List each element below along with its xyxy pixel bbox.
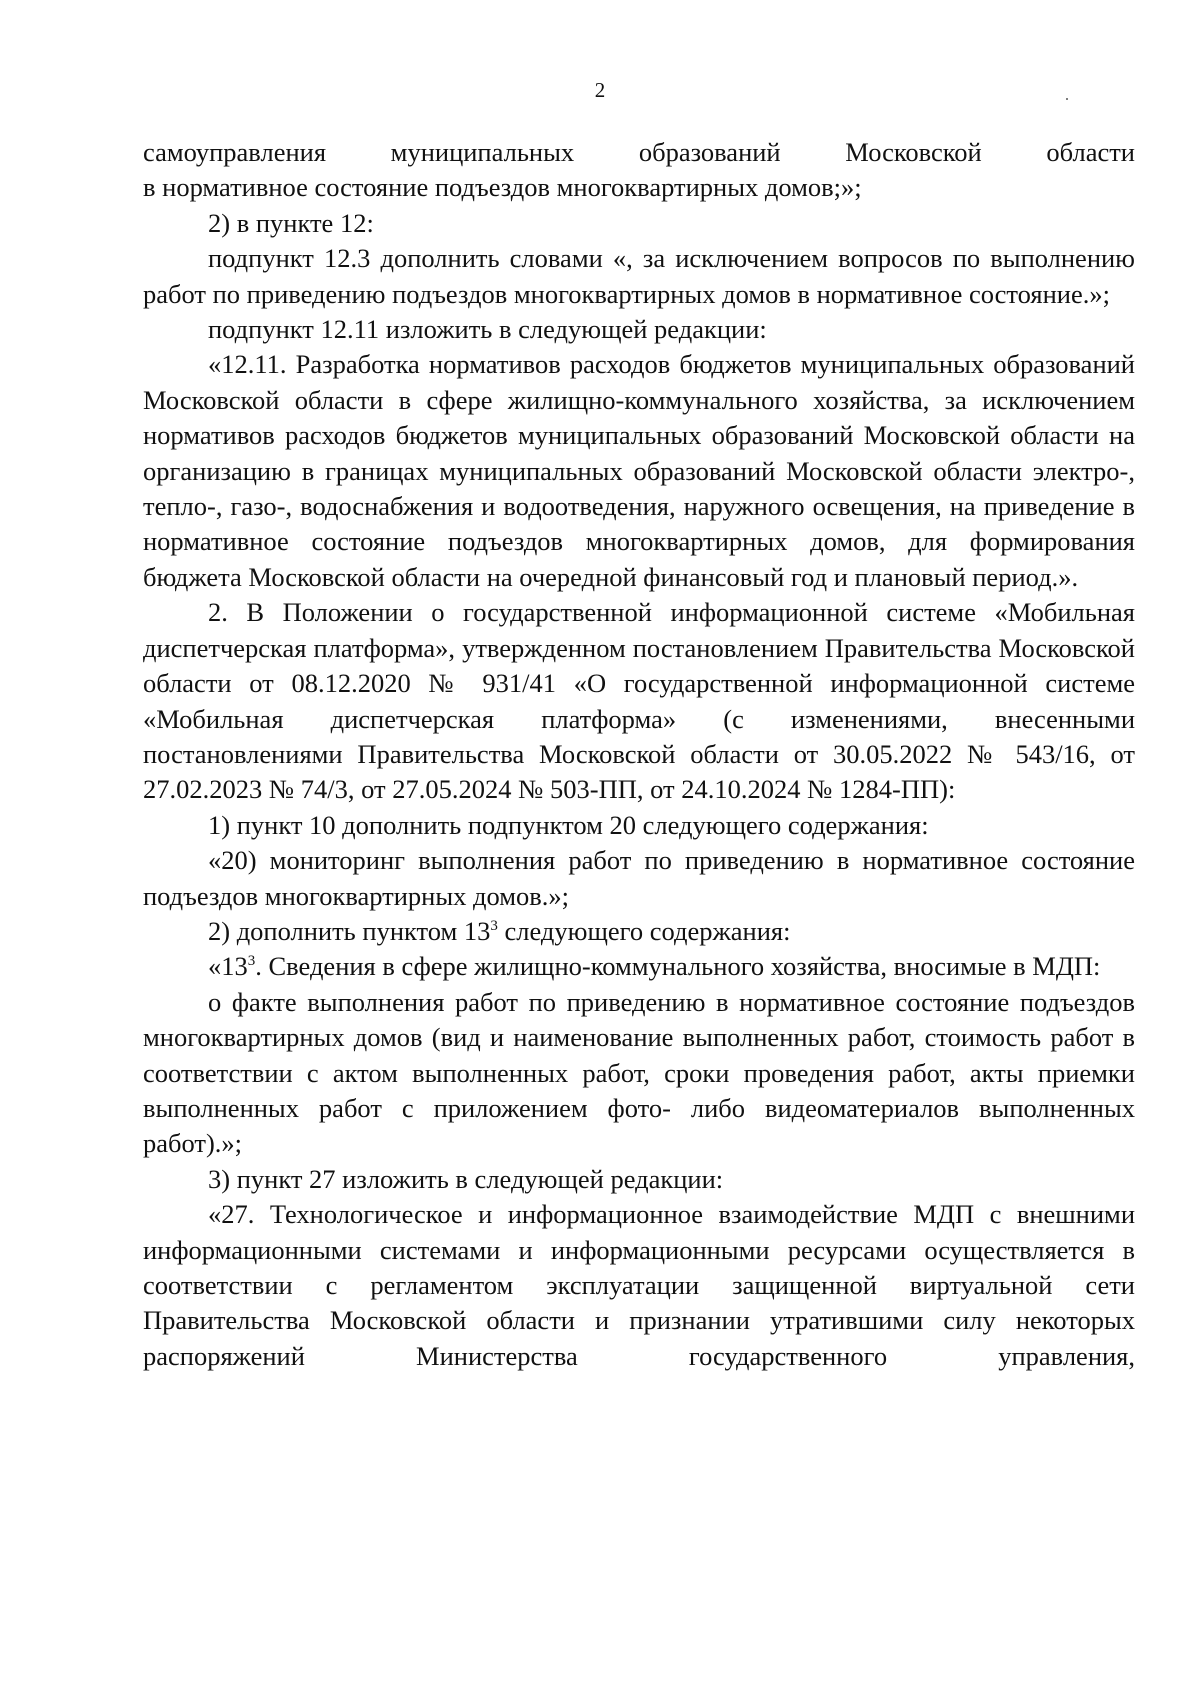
paragraph-12-11-text: «12.11. Разработка нормативов расходов бюджетов муниципальных образований Московской области в сфере жилищно-коммунального хозяйства, за исключением нормативов расходов бюджетов муниципальных образований Московской области на организацию в границах муниципальных образований Московской области электро-, тепло-, газо-, водоснабжения и водоотведения, наружного освещения, на приведение в нормативное состояние подъездов многоквартирных домов, для формирования бюджета Московской области на очередной финансовый год и плановый период.». (143, 349, 1135, 592)
paragraph-fact: о факте выполнения работ по приведению в нормативное состояние подъездов многоквартирных домов (вид и наименование выполненных работ, стоимость работ в соответствии с актом выполненных работ, сроки проведения работ, акты приемки выполненных работ с приложением фото- либо видеоматериалов выполненных работ).»; (143, 986, 1135, 1159)
paragraph-item-20: «20) мониторинг выполнения работ по приведению в нормативное состояние подъездов многоквартирных домов.»; (143, 845, 1135, 911)
text-line: самоуправления муниципальных образований Московской области (143, 137, 1135, 167)
paragraph-subitem-12-3: подпункт 12.3 дополнить словами «, за исключением вопросов по выполнению работ по приведению подъездов многоквартирных домов в нормативное состояние.»; (143, 243, 1135, 309)
superscript: 3 (490, 918, 498, 935)
paragraph-section-2: 2. В Положении о государственной информационной системе «Мобильная диспетчерская платформа», утвержденном постановлением Правительства Московской области от 08.12.2020 № 931/41 «О государственной информационной системе «Мобильная диспетчерская платформа» (с изменениями, внесенными постановлениями Правительства Московской области от 30.05.2022 № 543/16, от 27.02.2023 № 74/3, от 27.05.2024 № 503-ПП, от 24.10.2024 № 1284-ПП): (143, 597, 1135, 805)
paragraph-item-1: 1) пункт 10 дополнить подпунктом 20 следующего содержания: (208, 809, 929, 840)
superscript: 3 (247, 953, 256, 970)
paragraph-continuation (143, 135, 1135, 206)
page-number: 2 (594, 78, 606, 102)
paragraph-13-3 (143, 949, 1135, 984)
paragraph-27: «27. Технологическое и информационное взаимодействие МДП с внешними информационными системами и информационными ресурсами осуществляется в соответствии с регламентом эксплуатации защищенной виртуальной сети Правительства Московской области и признании утратившими силу некоторых распоряжений Министерства государственного управления, (143, 1199, 1135, 1371)
text-line: в нормативное состояние подъездов многоквартирных домов;»; (143, 172, 862, 203)
text-segment: «13 (208, 951, 248, 982)
paragraph-item-2-add (143, 914, 1135, 949)
scan-speck (1066, 98, 1068, 100)
text-segment: 2) дополнить пунктом 13 (208, 915, 491, 946)
text-segment: следующего содержания: (497, 915, 791, 946)
paragraph-item-2: 2) в пункте 12: (208, 207, 374, 238)
paragraph-item-3: 3) пункт 27 изложить в следующей редакции: (208, 1163, 724, 1194)
document-body (143, 135, 1135, 1374)
text-segment: . Сведения в сфере жилищно-коммунального хозяйства, вносимые в МДП: (255, 951, 1101, 982)
paragraph-subitem-12-11-intro: подпункт 12.11 изложить в следующей редакции: (208, 314, 767, 345)
